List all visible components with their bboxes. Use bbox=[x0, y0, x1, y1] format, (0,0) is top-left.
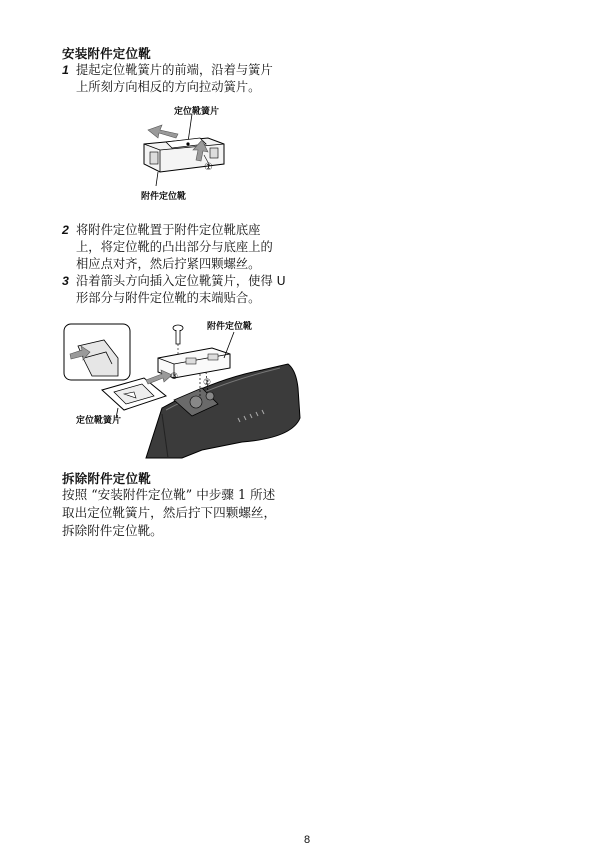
step-3-line-1: 沿着箭头方向插入定位靴簧片，使得 U bbox=[76, 274, 286, 288]
install-heading: 安装附件定位靴 bbox=[62, 46, 151, 61]
figure-1-callout-1: ① bbox=[204, 162, 213, 173]
step-2-line-2: 上，将定位靴的凸出部分与底座上的 bbox=[76, 240, 273, 254]
figure-shoe-mounting bbox=[62, 318, 302, 460]
remove-line-1: 按照 “安装附件定位靴” 中步骤 1 所述 bbox=[62, 487, 276, 502]
step-2-line-3: 相应点对齐，然后拧紧四颗螺丝。 bbox=[76, 257, 261, 271]
step-3-number: 3 bbox=[62, 274, 69, 288]
step-3-line-2: 形部分与附件定位靴的末端贴合。 bbox=[76, 291, 261, 305]
step-2-line-1: 将附件定位靴置于附件定位靴底座 bbox=[76, 223, 261, 237]
figure-2-callout-3: ③ bbox=[170, 372, 179, 382]
remove-line-3: 拆除附件定位靴。 bbox=[62, 523, 163, 538]
remove-line-2: 取出定位靴簧片，然后拧下四颗螺丝， bbox=[62, 505, 277, 520]
step-1-line-2: 上所刻方向相反的方向拉动簧片。 bbox=[76, 80, 261, 94]
figure-1-label-shoe: 附件定位靴 bbox=[141, 192, 187, 202]
step-1-line-1: 提起定位靴簧片的前端，沿着与簧片 bbox=[76, 63, 273, 77]
page-number: 8 bbox=[304, 834, 311, 846]
step-2-number: 2 bbox=[62, 223, 69, 237]
remove-heading: 拆除附件定位靴 bbox=[62, 471, 151, 486]
figure-2-illustration bbox=[62, 318, 302, 460]
figure-2-callout-2: ② bbox=[203, 378, 212, 388]
step-1-number: 1 bbox=[62, 63, 69, 77]
figure-1-label-spring: 定位靴簧片 bbox=[174, 107, 220, 117]
figure-2-label-spring: 定位靴簧片 bbox=[76, 416, 122, 426]
figure-2-label-shoe: 附件定位靴 bbox=[207, 322, 253, 332]
